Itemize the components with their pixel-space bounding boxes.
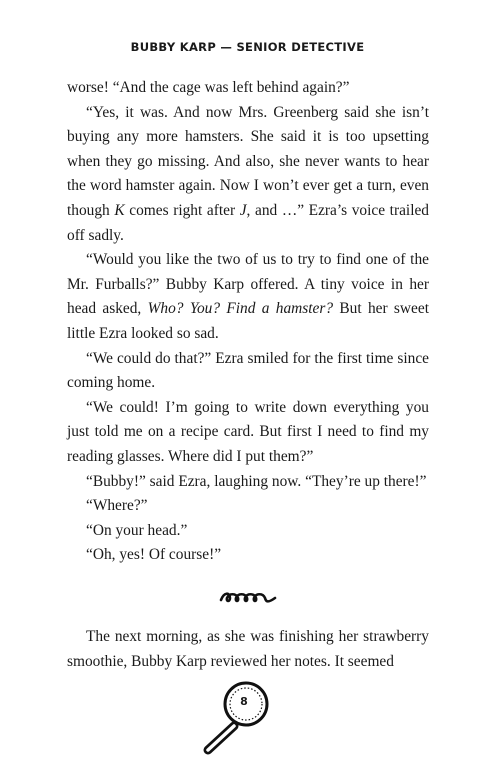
text-run: “We could do that?” Ezra smiled for the first time since coming home. <box>67 349 429 392</box>
text-run: “Where?” <box>86 497 148 515</box>
paragraph: The next morning, as she was finishing her strawberry smoothie, Bubby Karp reviewed her notes. It seemed <box>67 628 429 670</box>
text-run: “Bubby!” said Ezra, laughing now. “They’re up there!” <box>86 472 427 490</box>
magnifying-glass-icon <box>200 680 280 755</box>
text-run: “Oh, yes! Of course!” <box>86 546 222 564</box>
paragraph <box>67 76 429 101</box>
paragraph <box>67 470 429 495</box>
paragraph <box>67 494 429 519</box>
italic-text: K <box>114 201 125 219</box>
text-run: “Yes, it was. And now Mrs. Greenberg said she isn’t buying any more hamsters. She said it is too upsetting when they go missing. And also, she never wants to hear the word hamster again. Now I won’t ever get a turn, even though <box>67 103 429 219</box>
paragraph <box>67 248 429 346</box>
page-number: 8 <box>240 695 248 708</box>
text-run: “Would you like the two of us to try to find one of the Mr. Furballs?” Bubby Karp offered. A tiny voice in her head asked, <box>67 251 429 318</box>
paragraph <box>67 396 429 470</box>
body-text-after-break <box>67 625 429 674</box>
running-header: BUBBY KARP — SENIOR DETECTIVE <box>130 40 365 54</box>
body-text <box>67 76 429 568</box>
paragraph <box>67 347 429 396</box>
paragraph <box>67 101 429 249</box>
text-run: worse! “And the cage was left behind again?” <box>67 79 350 96</box>
text-run: comes right after <box>124 201 240 219</box>
italic-text: J <box>239 201 247 219</box>
italic-text: Who? You? Find a hamster? <box>147 300 334 318</box>
text-run: “We could! I’m going to write down everything you just told me on a recipe card. But first I need to find my reading glasses. Where did I put them?” <box>67 398 429 465</box>
text-run: “On your head.” <box>86 521 188 539</box>
text-run: But her sweet little Ezra looked so sad. <box>67 300 429 342</box>
paragraph <box>67 543 429 568</box>
text-run: , and …” Ezra’s voice trailed off sadly. <box>67 201 429 244</box>
swirl-ornament-icon <box>218 588 278 608</box>
paragraph <box>67 519 429 544</box>
